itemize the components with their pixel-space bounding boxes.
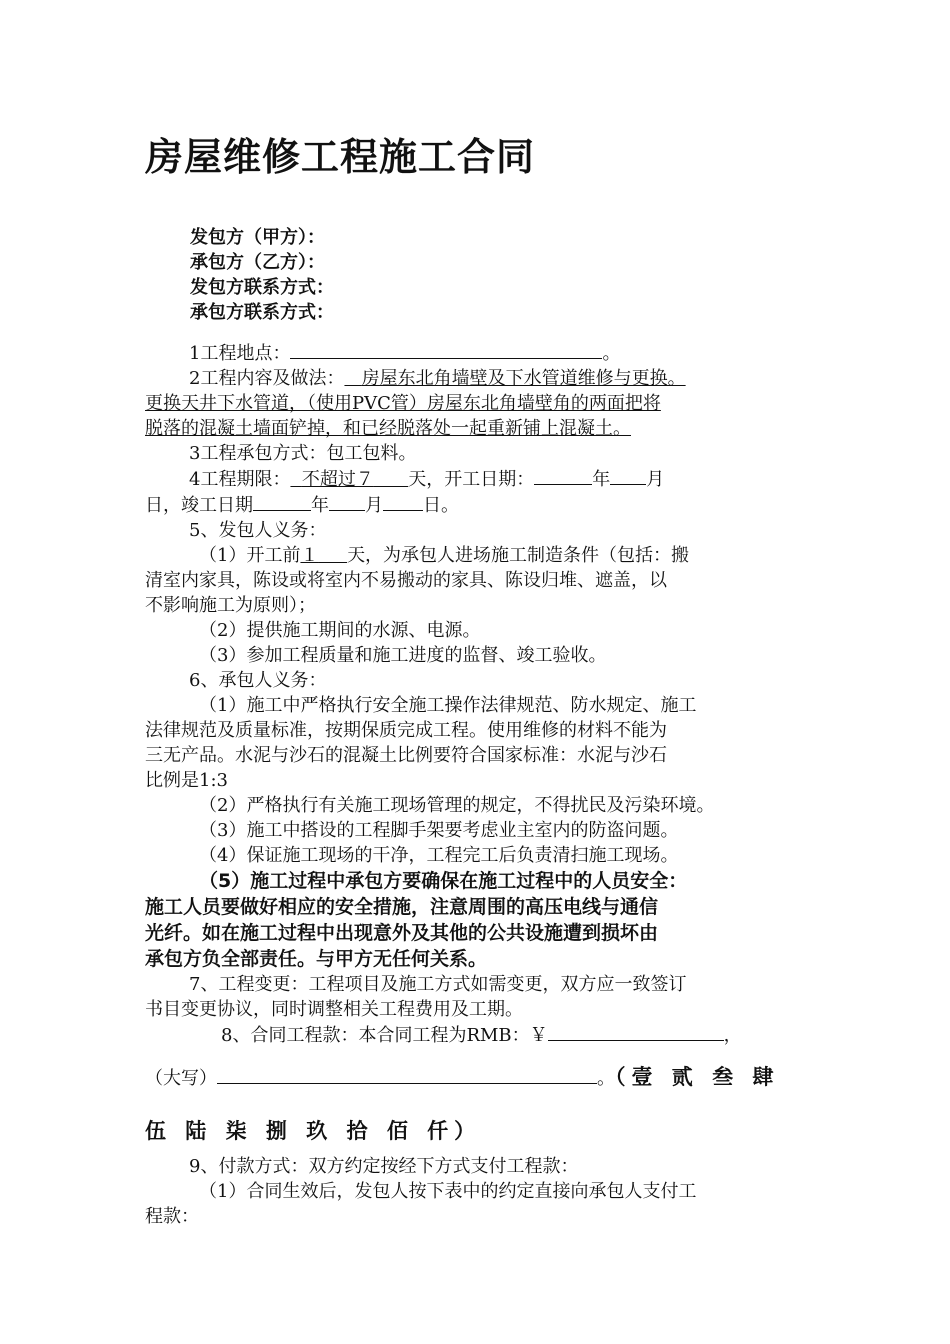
clause-4-label: 4工程期限： bbox=[189, 469, 291, 490]
clause-1-location bbox=[145, 340, 810, 366]
clause-2-line2: 更换天井下水管道，（使用PVC管）房屋东北角墙壁角的两面把将 bbox=[145, 393, 661, 414]
clause-5-item-1-c: 清室内家具，陈设或将室内不易搬动的家具、陈设归堆、遮盖，以 bbox=[145, 570, 667, 591]
document-title: 房屋维修工程施工合同 bbox=[145, 135, 536, 179]
daxie-blank bbox=[217, 1065, 597, 1084]
month-label: 月 bbox=[646, 469, 665, 490]
prep-days bbox=[300, 545, 347, 566]
daxie-label: （大写） bbox=[145, 1068, 217, 1089]
clause-6-item-5-c: 光纤。如在施工过程中出现意外及其他的公共设施遭到损坏由 bbox=[145, 922, 659, 944]
clause-4-period bbox=[145, 466, 810, 492]
clause-9-heading: 9、付款方式：双方约定按经下方式支付工程款： bbox=[189, 1156, 579, 1177]
clause-2-line3-wrap bbox=[145, 416, 810, 441]
clause-8-daxie bbox=[145, 1062, 810, 1094]
clause-1-end: 。 bbox=[602, 343, 621, 364]
amount-chars-1: （壹 贰 叁 肆 bbox=[615, 1065, 780, 1089]
clause-6-item-1-a: （1）施工中严格执行安全施工操作法律规范、防水规定、施工 bbox=[199, 695, 697, 716]
clause-5-item-3: （3）参加工程质量和施工进度的监督、竣工验收。 bbox=[199, 645, 607, 666]
finish-day-blank bbox=[383, 492, 423, 511]
clause-6-item-5-a: （5）施工过程中承包方要确保在施工过程中的人员安全： bbox=[199, 870, 688, 892]
clause-3-method: 3工程承包方式：包工包料。 bbox=[189, 443, 417, 464]
clause-5-item-2: （2）提供施工期间的水源、电源。 bbox=[199, 620, 481, 641]
clause-2-line1-text: 房屋东北角墙壁及下水管道维修与更换。 bbox=[361, 368, 686, 389]
clause-5-item-1-a: （1）开工前 bbox=[199, 545, 301, 566]
clause-2-content bbox=[145, 366, 810, 391]
clause-9-a: （1）合同生效后，发包人按下表中的约定直接向承包人支付工 bbox=[199, 1181, 697, 1202]
clause-4-line2 bbox=[145, 492, 810, 518]
clause-7-a: 7、工程变更：工程项目及施工方式如需变更，双方应一致签订 bbox=[189, 974, 687, 995]
clause-5-heading: 5、发包人义务： bbox=[189, 520, 327, 541]
clause-6-heading: 6、承包人义务： bbox=[189, 670, 327, 691]
clause-2-line3: 脱落的混凝土墙面铲掉，和已经脱落处一起重新铺上混凝土。 bbox=[145, 418, 631, 439]
period-value-text: 不超过７ bbox=[301, 469, 374, 490]
clause-8-label: 8、合同工程款：本合同工程为RMB：￥ bbox=[221, 1025, 548, 1046]
finish-date-label: 日，竣工日期 bbox=[145, 495, 253, 516]
clause-6-item-4: （4）保证施工现场的干净，工程完工后负责清扫施工现场。 bbox=[199, 845, 679, 866]
finish-year-blank bbox=[253, 492, 311, 511]
rmb-amount-blank bbox=[548, 1022, 724, 1041]
clause-6-item-1-d: 比例是1:3 bbox=[145, 770, 228, 791]
location-blank bbox=[290, 340, 602, 359]
clause-5-item-1-d: 不影响施工为原则）； bbox=[145, 595, 316, 616]
clause-7-b: 书目变更协议，同时调整相关工程费用及工期。 bbox=[145, 999, 523, 1020]
start-date-label: 天，开工日期： bbox=[408, 469, 535, 490]
clause-8-amount bbox=[145, 1022, 810, 1048]
parties-block bbox=[190, 225, 334, 325]
prep-days-text: １ bbox=[300, 545, 319, 566]
month2-label: 月 bbox=[365, 495, 383, 516]
contract-body bbox=[145, 340, 810, 1229]
clause-9-b: 程款： bbox=[145, 1206, 199, 1227]
amount-chars-2: 伍 陆 柒 捌 玖 拾 佰 仟） bbox=[145, 1119, 482, 1143]
start-month-blank bbox=[610, 466, 646, 485]
contractor-contact-label: 承包方联系方式： bbox=[190, 302, 334, 323]
clause-8-comma: ， bbox=[723, 1025, 742, 1046]
start-year-blank bbox=[534, 466, 592, 485]
year2-label: 年 bbox=[311, 495, 329, 516]
clause-2-line1 bbox=[344, 368, 685, 389]
year-label: 年 bbox=[592, 469, 611, 490]
clause-6-item-1-c: 三无产品。水泥与沙石的混凝土比例要符合国家标准：水泥与沙石 bbox=[145, 745, 667, 766]
clause-5-item-1 bbox=[145, 543, 810, 568]
daxie-end: 。 bbox=[597, 1068, 615, 1089]
employer-label: 发包方（甲方）： bbox=[190, 227, 325, 248]
contractor-label: 承包方（乙方）： bbox=[190, 252, 325, 273]
employer-contact-label: 发包方联系方式： bbox=[190, 277, 334, 298]
clause-6-item-5-b: 施工人员要做好相应的安全措施，注意周围的高压电线与通信 bbox=[145, 896, 659, 918]
finish-month-blank bbox=[329, 492, 365, 511]
period-value bbox=[290, 469, 408, 490]
clause-6-item-1-b: 法律规范及质量标准，按期保质完成工程。使用维修的材料不能为 bbox=[145, 720, 667, 741]
clause-2-label: 2工程内容及做法： bbox=[189, 368, 345, 389]
day2-label: 日。 bbox=[423, 495, 459, 516]
clause-5-item-1-b: 天，为承包人进场施工制造条件（包括：搬 bbox=[347, 545, 690, 566]
clause-6-item-2: （2）严格执行有关施工现场管理的规定，不得扰民及污染环境。 bbox=[199, 795, 715, 816]
clause-6-item-5-d: 承包方负全部责任。与甲方无任何关系。 bbox=[145, 948, 488, 970]
clause-6-item-3: （3）施工中搭设的工程脚手架要考虑业主室内的防盗问题。 bbox=[199, 820, 679, 841]
clause-1-label: 1工程地点： bbox=[189, 343, 291, 364]
